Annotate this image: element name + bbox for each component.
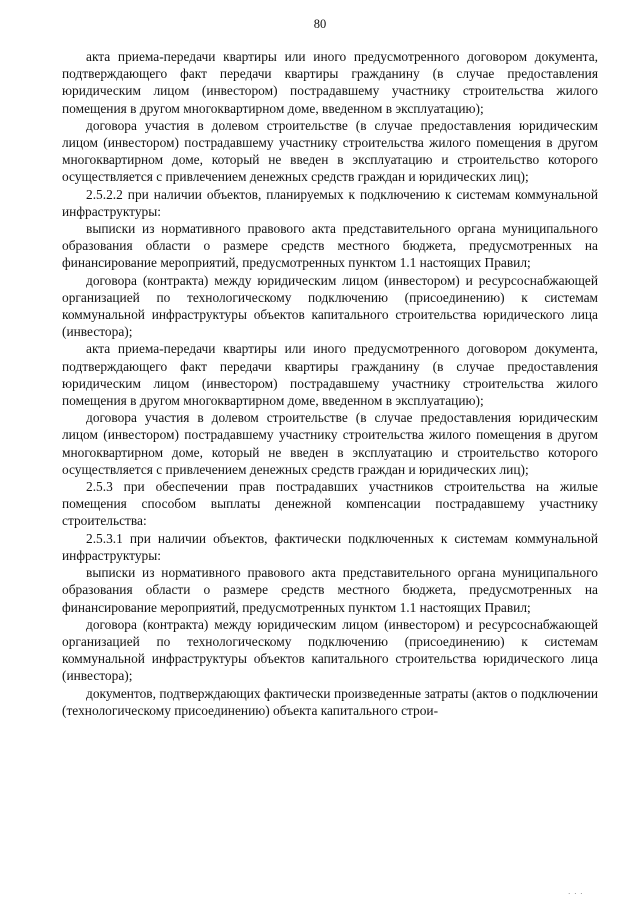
- paragraph: 2.5.3 при обеспечении прав пострадавших участников строительства на жилые помещения способом выплаты денежной компенсации пострадавшему участнику строительства:: [62, 479, 598, 529]
- paragraph: договора участия в долевом строительстве (в случае предоставления юридическим лицом (инвестором) пострадавшему участнику строительства жилого помещения в другом многоквартирном доме, который не введен в эксплуатацию и строительство которого осуществляется с привлечением денежных средств граждан и юридических лиц);: [62, 117, 598, 185]
- paragraph: 2.5.3.1 при наличии объектов, фактически подключенных к системам коммунальной инфраструктуры:: [62, 530, 598, 563]
- paragraph: акта приема-передачи квартиры или иного предусмотренного договором документа, подтверждающего факт передачи квартиры гражданину (в случае предоставления юридическим лицом (инвестором) пострадавшему участнику строительства жилого помещения в другом многоквартирном доме, введенном в эксплуатацию);: [62, 341, 598, 409]
- paragraph: выписки из нормативного правового акта представительного органа муниципального образования области о размере средств местного бюджета, предусмотренных на финансирование мероприятий, предусмотренных пунктом 1.1 настоящих Правил;: [62, 565, 598, 615]
- paragraph: документов, подтверждающих фактически произведенные затраты (актов о подключении (технологическому присоединению) объекта капитального строи-: [62, 685, 598, 718]
- paragraph: договора участия в долевом строительстве (в случае предоставления юридическим лицом (инвестором) пострадавшему участнику строительства жилого помещения в другом многоквартирном доме, который не введен в эксплуатацию и строительство которого осуществляется с привлечением денежных средств граждан и юридических лиц);: [62, 410, 598, 477]
- paragraph: договора (контракта) между юридическим лицом (инвестором) и ресурсоснабжающей организацией по технологическому подключению (присоединению) к системам коммунальной инфраструктуры объектов капитального строительства юридического лица (инвестора);: [62, 272, 598, 340]
- document-body: [62, 48, 598, 719]
- paragraph: выписки из нормативного правового акта представительного органа муниципального образования области о размере средств местного бюджета, предусмотренных на финансирование мероприятий, предусмотренных пунктом 1.1 настоящих Правил;: [62, 221, 598, 271]
- scan-mark: · · ·: [568, 890, 584, 898]
- page-number: 80: [313, 17, 327, 31]
- paragraph: 2.5.2.2 при наличии объектов, планируемых к подключению к системам коммунальной инфраструктуры:: [62, 186, 598, 219]
- paragraph: акта приема-передачи квартиры или иного предусмотренного договором документа, подтверждающего факт передачи квартиры гражданину (в случае предоставления юридическим лицом (инвестором) пострадавшему участнику строительства жилого помещения в другом многоквартирном доме, введенном в эксплуатацию);: [62, 49, 598, 116]
- paragraph: договора (контракта) между юридическим лицом (инвестором) и ресурсоснабжающей организацией по технологическому подключению (присоединению) к системам коммунальной инфраструктуры объектов капитального строительства юридического лица (инвестора);: [62, 616, 598, 684]
